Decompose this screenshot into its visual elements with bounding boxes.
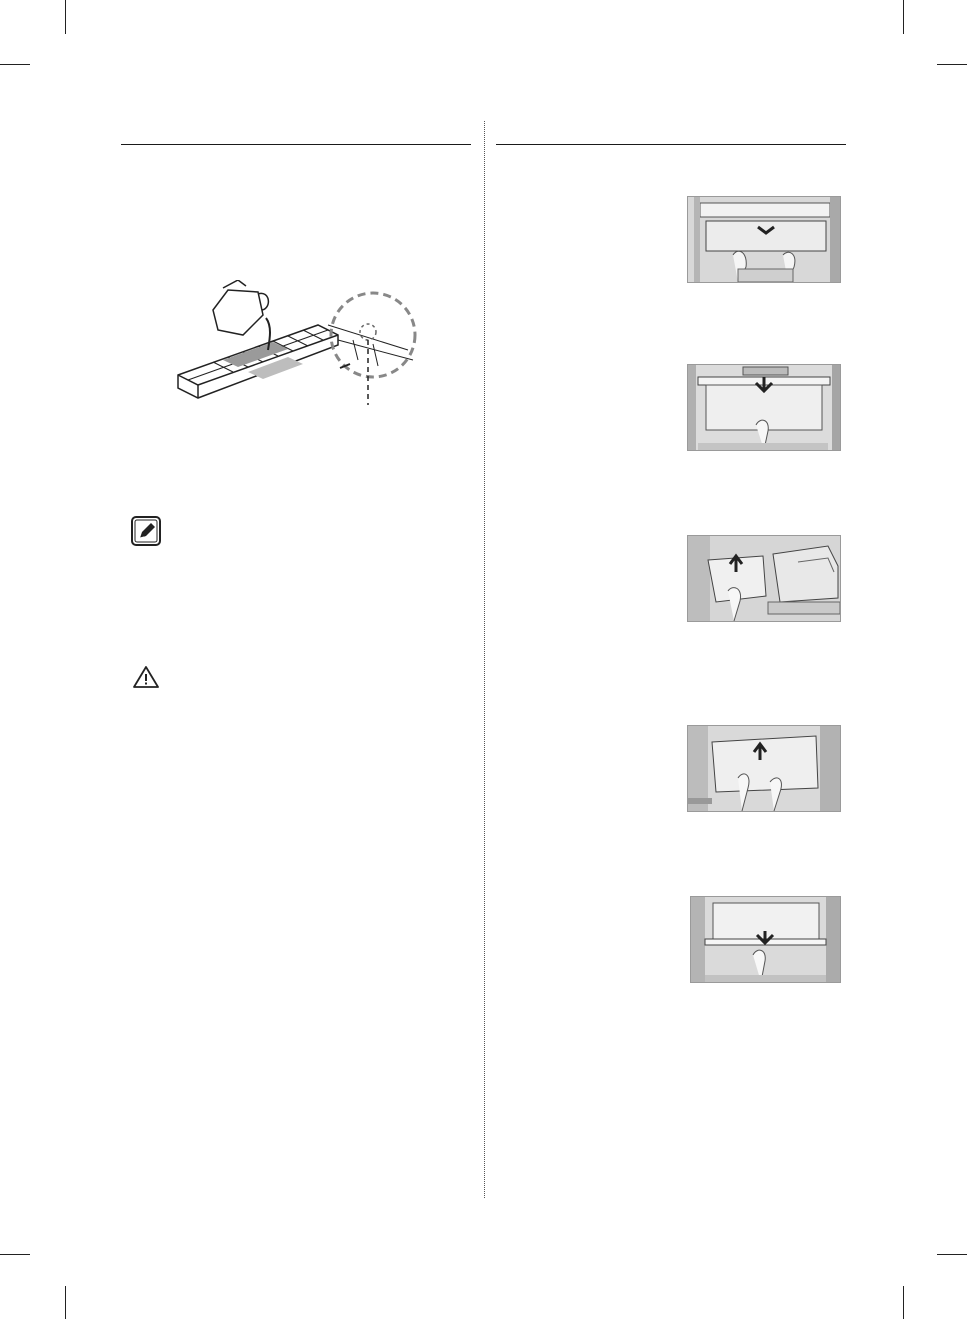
door-bin-removal-photo-3 xyxy=(687,535,841,622)
crop-mark-top-left-h xyxy=(0,64,30,65)
fridge-drawer-removal-photo-2 xyxy=(687,364,841,451)
left-section-rule xyxy=(121,144,471,145)
crop-mark-bottom-right-h xyxy=(937,1254,967,1255)
note-pencil-icon xyxy=(131,516,161,546)
crop-mark-top-right-h xyxy=(937,64,967,65)
crop-mark-bottom-left-v xyxy=(65,1286,66,1319)
right-section-rule xyxy=(496,144,846,145)
crop-mark-bottom-right-v xyxy=(903,1286,904,1319)
crop-mark-top-right-v xyxy=(903,0,904,34)
crop-mark-top-left-v xyxy=(65,0,66,34)
ice-tray-illustration xyxy=(168,280,418,410)
column-divider xyxy=(484,121,485,1198)
fridge-shelf-removal-photo-1 xyxy=(687,196,841,283)
crop-mark-bottom-left-h xyxy=(0,1254,30,1255)
warning-triangle-icon xyxy=(133,666,159,688)
door-bin-removal-photo-4 xyxy=(687,725,841,812)
freezer-shelf-removal-photo-5 xyxy=(690,896,841,983)
